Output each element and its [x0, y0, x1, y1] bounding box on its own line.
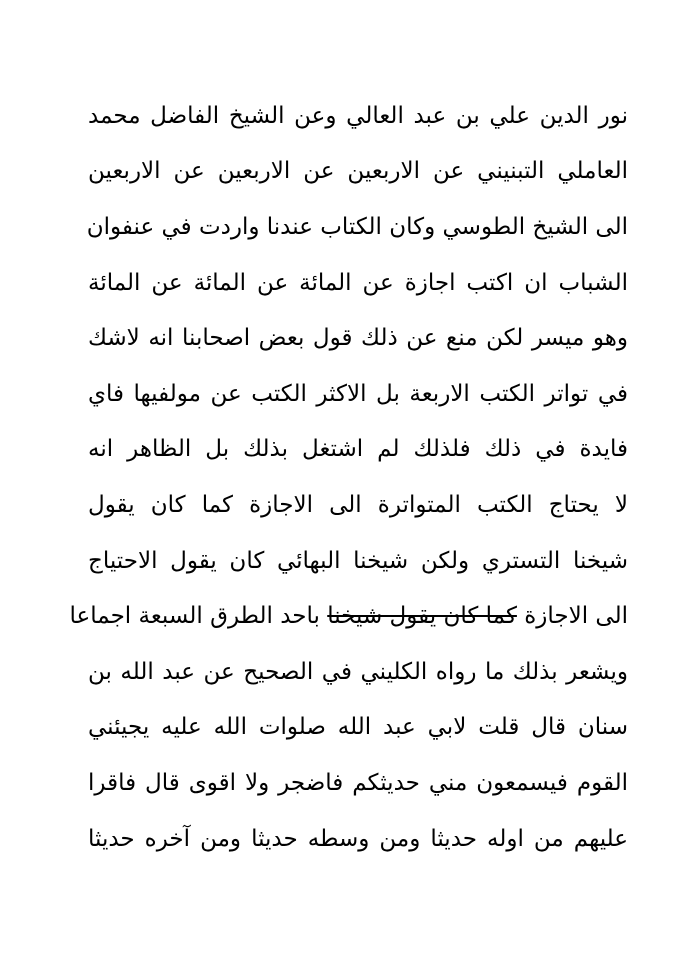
- line-text: لا يحتاج الكتب المتواترة الى الاجازة كما كان يقول: [88, 491, 628, 518]
- line-text: وهو ميسر لكن منع عن ذلك قول بعض اصحابنا انه لاشك: [88, 325, 628, 352]
- line-text: القوم فيسمعون مني حديثكم فاضجر ولا اقوى قال فاقرا: [88, 769, 628, 796]
- text-line: [88, 144, 628, 200]
- text-line: [88, 533, 628, 589]
- line-text: عليهم من اوله حديثا ومن وسطه حديثا ومن آخره حديثا: [88, 825, 628, 852]
- text-line: [88, 755, 628, 811]
- manuscript-text: [69, 88, 628, 866]
- line-text: [69, 603, 628, 630]
- text-line: [88, 422, 628, 478]
- text-line: [88, 700, 628, 756]
- text-line: [88, 199, 628, 255]
- line-text-start: الى الاجازة: [524, 603, 628, 630]
- struck-through-text: كما كان يقول شيخنا: [327, 603, 517, 630]
- line-text: في تواتر الكتب الاربعة بل الاكثر الكتب عن مولفيها فاي: [88, 380, 628, 407]
- text-line: [88, 88, 628, 144]
- line-text: العاملي التبنيني عن الاربعين عن الاربعين عن الاربعين: [88, 158, 628, 185]
- text-line: [69, 588, 628, 644]
- text-line: [88, 255, 628, 311]
- line-text: سنان قال قلت لابي عبد الله صلوات الله عليه يجيئني: [88, 714, 628, 741]
- line-text: ويشعر بذلك ما رواه الكليني في الصحيح عن عبد الله بن: [88, 658, 628, 685]
- line-text: شيخنا التستري ولكن شيخنا البهائي كان يقول الاحتياج: [88, 547, 628, 574]
- text-line: [88, 811, 628, 867]
- text-line: [88, 310, 628, 366]
- line-text: الشباب ان اكتب اجازة عن المائة عن المائة عن المائة: [88, 269, 628, 296]
- line-text-end: باحد الطرق السبعة اجماعا: [69, 603, 320, 630]
- line-text: فايدة في ذلك فلذلك لم اشتغل بذلك بل الظاهر انه: [88, 436, 628, 463]
- text-line: [88, 477, 628, 533]
- line-text: الى الشيخ الطوسي وكان الكتاب عندنا واردت في عنفوان: [86, 213, 628, 240]
- text-line: [88, 366, 628, 422]
- text-line: [88, 644, 628, 700]
- line-text: نور الدين علي بن عبد العالي وعن الشيخ الفاضل محمد: [88, 102, 628, 129]
